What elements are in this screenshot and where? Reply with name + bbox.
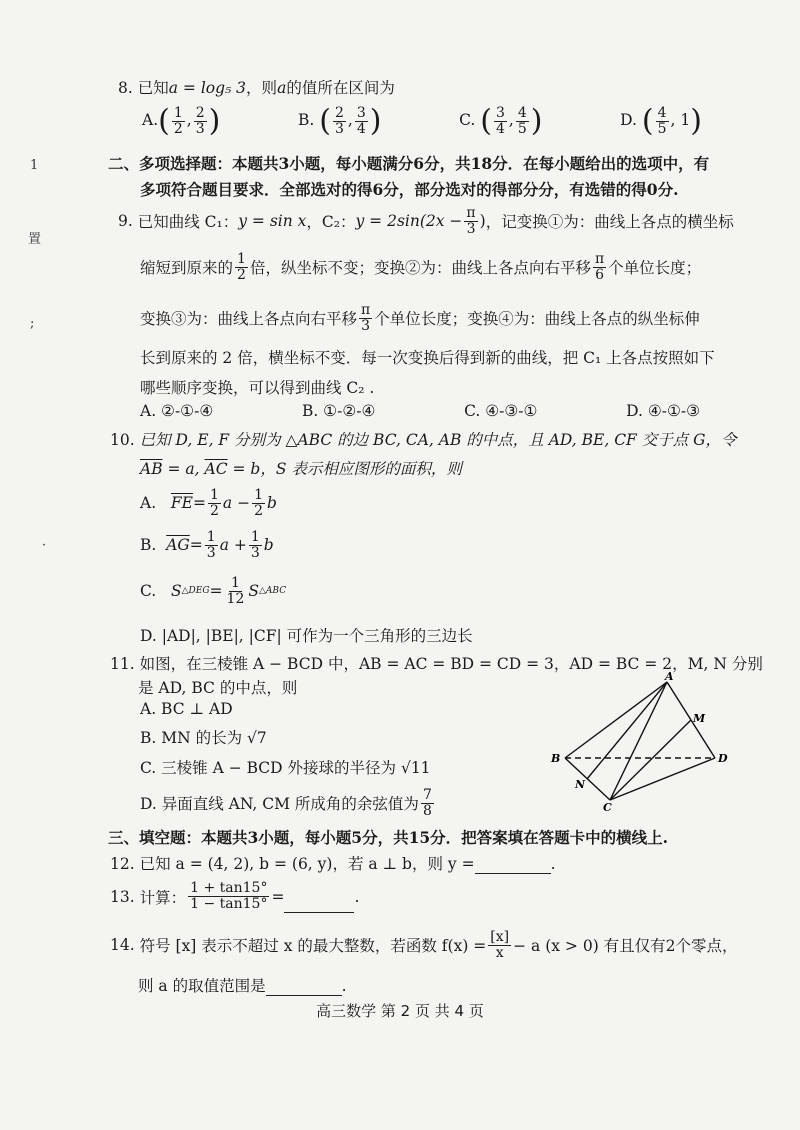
section-2-heading: 二、多项选择题：本题共3小题，每小题满分6分，共18分．在每小题给出的选项中，有 bbox=[108, 154, 710, 173]
label-a: A bbox=[665, 672, 674, 683]
margin-mark-4: · bbox=[42, 538, 47, 553]
question-14-line-1: 14. 符号 [x] 表示不超过 x 的最大整数，若函数 f(x) = $\frac{[x]}{x}$ − a (x > 0) 有且仅有2个零点， bbox=[110, 929, 738, 961]
option-a: A.( $\frac{1}{2}$ , $\frac{2}{3}$ ) bbox=[142, 103, 221, 139]
question-11-option-a: A. BC ⊥ AD bbox=[140, 700, 233, 718]
label-c: C bbox=[603, 801, 612, 812]
question-11-option-b: B. MN 的长为 √7 bbox=[140, 729, 267, 747]
question-9-line-5: 哪些顺序变换，可以得到曲线 C₂ . bbox=[140, 379, 375, 397]
edge-cd bbox=[610, 758, 715, 800]
question-10-option-d: D. |AD|, |BE|, |CF| 可作为一个三角形的三边长 bbox=[140, 627, 473, 645]
question-11-option-d: D. 异面直线 AN, CM 所成角的余弦值为 $\frac{7}{8}$ bbox=[140, 787, 432, 819]
question-9-line-1: 9. 已知曲线 C₁： y = sin x ，C₂： y = 2sin(2x − $\frac{\pi}{3}$ ) ，记变换①为：曲线上各点的横坐标 bbox=[118, 205, 734, 237]
question-9-line-4: 长到原来的 2 倍，横坐标不变．每一次变换后得到新的曲线，把 C₁ 上各点按照如下 bbox=[140, 349, 715, 367]
label-d: D bbox=[718, 752, 728, 765]
margin-mark-3: ; bbox=[30, 316, 35, 331]
question-10-option-c: C. S △DEG = $\frac{1}{12}$ S △ABC bbox=[140, 575, 287, 607]
option-a: A. ②-①-④ bbox=[140, 402, 214, 420]
edge-ab bbox=[565, 682, 667, 758]
question-12: 12. 已知 a = (4, 2), b = (6, y)，若 a ⊥ b，则 y = . bbox=[110, 855, 556, 873]
question-10-option-a: A. $\overline{FE}$ = $\frac{1}{2}$ a − $\frac{1}{2}$ b bbox=[140, 487, 277, 519]
option-b: B. ( $\frac{2}{3}$ , $\frac{3}{4}$ ) bbox=[297, 103, 382, 139]
question-14-line-2: 则 a 的取值范围是 . bbox=[138, 977, 347, 995]
page-footer: 高三数学 第 2 页 共 4 页 bbox=[316, 1002, 484, 1020]
answer-blank-12[interactable] bbox=[475, 855, 551, 874]
section-2-heading-cont: 多项符合题目要求．全部选对的得6分，部分选对的得部分分，有选错的得0分. bbox=[140, 180, 679, 199]
question-8-stem: 8. 已知a = log₅ 3，则a的值所在区间为 bbox=[118, 79, 395, 97]
question-9-line-2: 缩短到原来的 $\frac{1}{2}$ 倍，纵坐标不变；变换②为：曲线上各点向右平移 $\frac{\pi}{6}$ 个单位长度； bbox=[140, 251, 702, 283]
answer-blank-14[interactable] bbox=[266, 977, 342, 996]
question-8-options bbox=[142, 103, 702, 139]
question-13: 13. 计算： $\frac{1 + \tan 15^\circ}{1 - \tan 15^\circ}$ = . bbox=[110, 880, 360, 912]
question-10-line-1: 10. 已知 D, E, F 分别为 △ABC 的边 BC, CA, AB 的中点，且 AD, BE, CF 交于点 G，令 bbox=[110, 431, 737, 449]
label-m: M bbox=[693, 712, 706, 725]
question-9-options bbox=[140, 402, 700, 420]
question-11-line-2: 是 AD, BC 的中点，则 bbox=[138, 679, 298, 697]
tetrahedron-figure bbox=[545, 672, 735, 812]
option-c: C. ④-③-① bbox=[464, 402, 538, 420]
margin-mark-2: 置 bbox=[28, 232, 42, 247]
question-11-option-c: C. 三棱锥 A − BCD 外接球的半径为 √11 bbox=[140, 759, 431, 777]
option-d: D. ( $\frac{4}{5}$ , 1) bbox=[620, 103, 702, 139]
option-d: D. ④-①-③ bbox=[626, 402, 700, 420]
answer-blank-13[interactable] bbox=[284, 894, 354, 913]
question-9-line-3: 变换③为：曲线上各点向右平移 $\frac{\pi}{3}$ 个单位长度；变换④为：曲线上各点的纵坐标伸 bbox=[140, 302, 700, 334]
option-c: C. ( $\frac{3}{4}$ , $\frac{4}{5}$ ) bbox=[459, 103, 543, 139]
section-3-heading: 三、填空题：本题共3小题，每小题5分，共15分．把答案填在答题卡中的横线上. bbox=[108, 828, 669, 847]
question-10-option-b: B. $\overline{AG}$ = $\frac{1}{3}$ a + $\frac{1}{3}$ b bbox=[140, 529, 274, 561]
label-b: B bbox=[551, 752, 561, 765]
label-n: N bbox=[575, 778, 586, 791]
option-b: B. ①-②-④ bbox=[301, 402, 376, 420]
question-10-line-2: $\overline{AB} = a$, $\overline{AC} = b$，S 表示相应图形的面积，则 bbox=[140, 460, 462, 478]
question-11-line-1: 11. 如图，在三棱锥 A − BCD 中，AB = AC = BD = CD = 3，AD = BC = 2，M, N 分别 bbox=[110, 655, 763, 673]
margin-mark-1: 1 bbox=[30, 158, 39, 173]
segment-cm bbox=[610, 720, 691, 800]
